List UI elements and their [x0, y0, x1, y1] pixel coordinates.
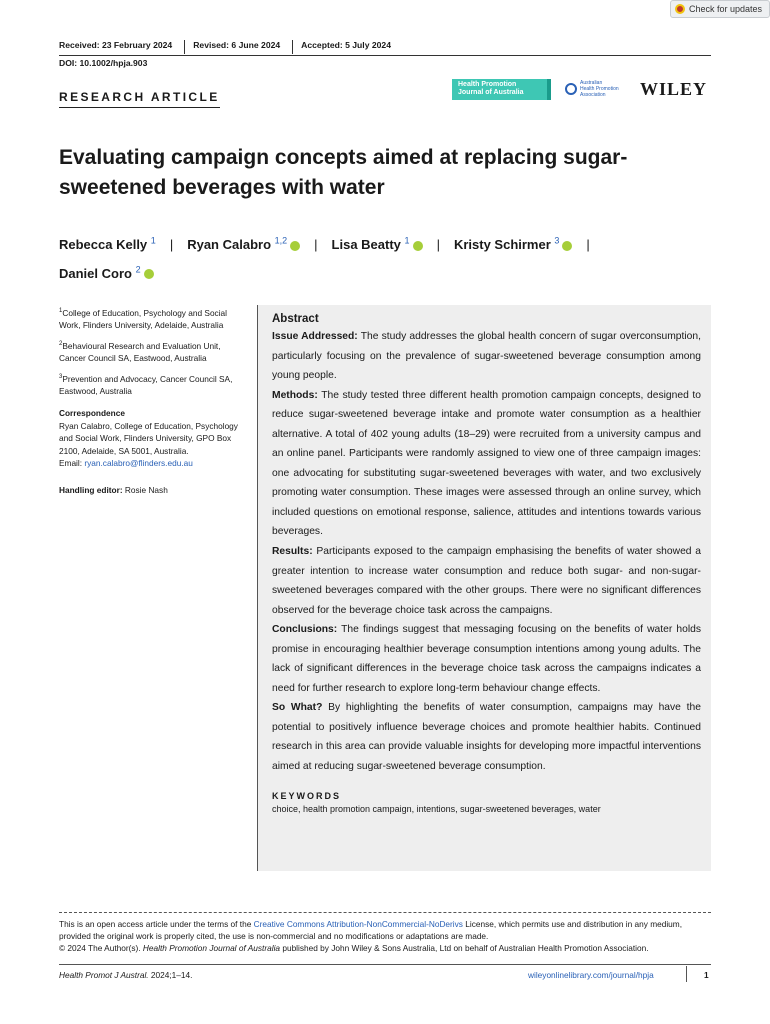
abstract-heading: Abstract: [272, 313, 319, 325]
association-mark-icon: [565, 83, 577, 95]
page-number: 1: [704, 970, 709, 980]
affiliation: $^2$Behavioural Research and Evaluation Unit, Cancer Council SA, Eastwood, Australia: [59, 340, 221, 364]
email-link[interactable]: ryan.calabro@flinders.edu.au: [84, 458, 193, 469]
license-link[interactable]: Creative Commons Attribution-NonCommercial-NoDerivs: [253, 919, 463, 929]
orcid-icon[interactable]: [413, 241, 423, 251]
accepted-date: Accepted: 5 July 2024: [301, 40, 391, 50]
article-title: Evaluating campaign concepts aimed at replacing sugar-sweetened beverages with water: [59, 146, 628, 199]
author[interactable]: Daniel Coro $^2$: [59, 266, 154, 281]
handling-editor: Handling editor: Rosie Nash: [59, 484, 168, 495]
journal-logo-line-1: Health Promotion: [458, 81, 517, 88]
association-logo-text: [580, 80, 619, 98]
abstract-section: Methods: The study tested three different health promotion campaign concepts, designed to reduce sugar-sweetened beverage intake and promote water consumption as a healthier alternative. A total of 402 young adults (18–29) were recruited from a university campus and an online panel. Participants were randomly assigned to view one of three campaign images: one advocating for substituting sugar-sweetened beverages with water, and two exclusively promoting water consumption. These images were assessed through an online survey, which included questions on emotional response, salience, attitudes and intentions towards various beverages.: [272, 389, 701, 538]
check-updates-label: Check for updates: [689, 4, 763, 14]
crossmark-icon: [675, 4, 685, 14]
abstract-section: Results: Participants exposed to the campaign emphasising the benefits of water showed a greater intention to increase water consumption and reduce both sugar- and non-sugar-sweetened beverages compared with the other groups. There were no significant differences observed for the beverage choice task across the campaigns.: [272, 546, 701, 616]
footer-separator: [686, 966, 687, 982]
publisher-logo[interactable]: WILEY: [640, 79, 708, 99]
article-dates: [59, 40, 711, 54]
orcid-icon[interactable]: [290, 241, 300, 251]
abstract-section: Conclusions: The findings suggest that messaging focusing on the benefits of water holds promise in encouraging healthier beverage consumption intentions among young adults. The lack of significant differences in the beverage choice task across the campaigns indicates a need for further research to explore long-term behaviour change effects.: [272, 624, 701, 694]
author-list: Rebecca Kelly $^1$ | Ryan Calabro $^{1,2}$ | Lisa Beatty $^1$ | Kristy Schirmer $^3$ | Daniel Coro $^2$: [59, 236, 590, 281]
affiliations-column: [59, 305, 244, 502]
doi[interactable]: DOI: 10.1002/hpja.903: [59, 58, 148, 68]
keywords: choice, health promotion campaign, intentions, sugar-sweetened beverages, water: [272, 803, 601, 814]
author[interactable]: Kristy Schirmer $^3$: [454, 237, 572, 252]
correspondence-text: Ryan Calabro, College of Education, Psychology and Social Work, Flinders University, GPO Box 2100, Adelaide, SA 5001, Australia. Email: ryan.calabro@flinders.edu.au: [59, 420, 238, 469]
affiliation: $^1$College of Education, Psychology and Social Work, Flinders University, Adelaide, Australia: [59, 307, 228, 331]
author[interactable]: Rebecca Kelly $^1$: [59, 236, 156, 253]
check-for-updates-button[interactable]: [670, 0, 770, 18]
article-type: RESEARCH ARTICLE: [59, 90, 220, 108]
license-notice: This is an open access article under the terms of the Creative Commons Attribution-NonCommercial-NoDerivs License, which permits use and distribution in any medium, provided the original work is properly cited, the use is non-commercial and no modifications or adaptations are made. © 2024 The Author(s). Health Promotion Journal of Australia published by John Wiley & Sons Australia, Ltd on behalf of Australian Health Promotion Association.: [59, 919, 683, 953]
header-divider: [59, 55, 711, 56]
orcid-icon[interactable]: [144, 269, 154, 279]
correspondence-heading: Correspondence: [59, 408, 125, 419]
abstract-box: [257, 305, 711, 871]
association-logo[interactable]: [565, 80, 625, 98]
footer-divider: [59, 912, 711, 913]
journal-url-link[interactable]: wileyonlinelibrary.com/journal/hpja: [528, 970, 654, 980]
author[interactable]: Ryan Calabro $^{1,2}$: [187, 237, 300, 252]
keywords-heading: KEYWORDS: [272, 790, 342, 801]
abstract-section: Issue Addressed: The study addresses the global health concern of sugar overconsumption, particularly focusing on the prevalence of sugar-sweetened beverage consumption among young people.: [272, 331, 701, 382]
association-logo-line-2: Health Promotion: [580, 86, 619, 92]
association-logo-line-3: Association: [580, 92, 606, 98]
orcid-icon[interactable]: [562, 241, 572, 251]
abstract-section: So What? By highlighting the benefits of water consumption, campaigns may have the potential to positively influence beverage choices and promote healthier habits. Continued research in this area can provide valuable insights for developing more impactful interventions aimed at reducing sugar-sweetened beverage consumption.: [272, 702, 701, 773]
association-logo-line-1: Australian: [580, 80, 603, 86]
revised-date: Revised: 6 June 2024: [193, 40, 293, 54]
affiliation: $^3$Prevention and Advocacy, Cancer Council SA, Eastwood, Australia: [59, 373, 233, 396]
received-date: Received: 23 February 2024: [59, 40, 185, 54]
journal-logo[interactable]: [452, 79, 551, 100]
abstract-body: [272, 327, 701, 777]
page-footer-divider: [59, 964, 711, 965]
author[interactable]: Lisa Beatty $^1$: [332, 237, 423, 252]
citation: Health Promot J Austral. 2024;1–14.: [59, 970, 193, 980]
journal-logo-line-2: Journal of Australia: [458, 89, 524, 96]
